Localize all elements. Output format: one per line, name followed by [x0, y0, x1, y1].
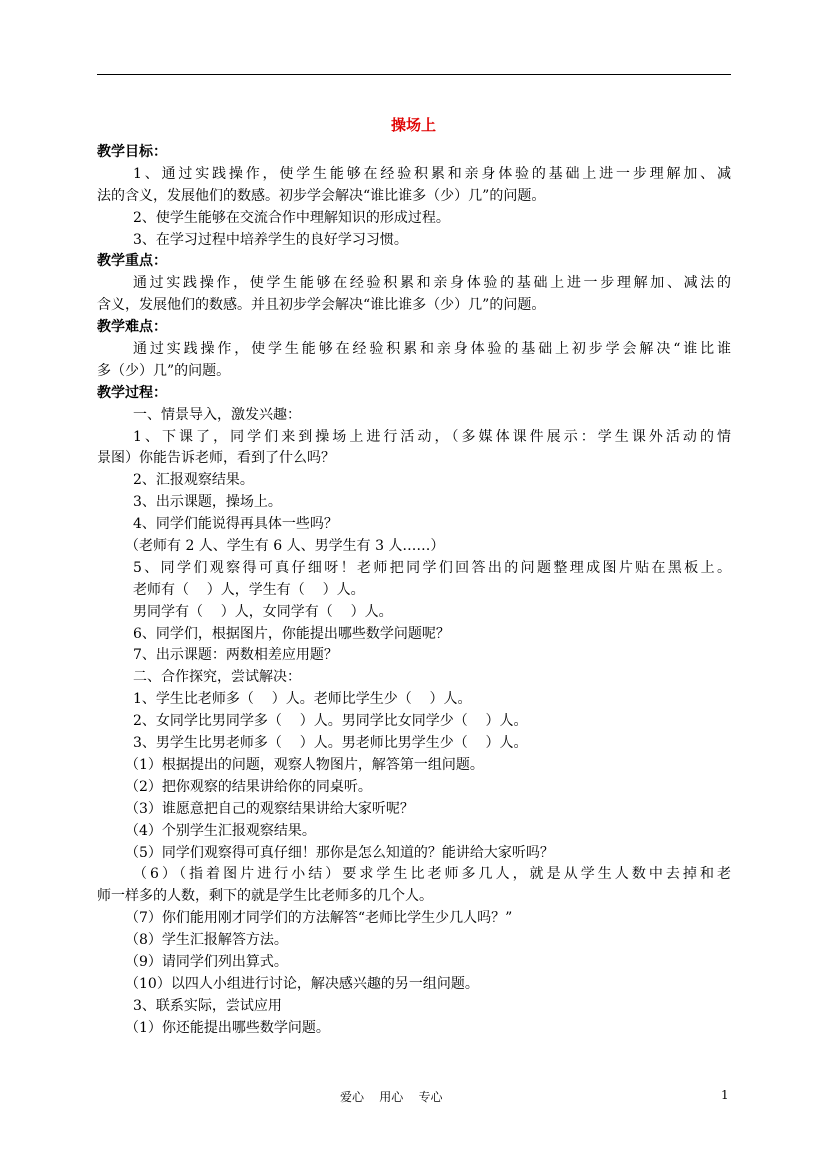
process-line: 3、出示课题，操场上。	[133, 494, 282, 511]
process-line: （2）把你观察的结果讲给你的同桌听。	[125, 778, 372, 795]
key-line-2: 含义，发展他们的数感。并且初步学会解决“谁比谁多（少）几”的问题。	[97, 297, 546, 314]
process-line: 3、男学生比男老师多（ ）人。男老师比男学生少（ ）人。	[133, 735, 528, 752]
key-line-1: 通过实践操作，使学生能够在经验积累和亲身体验的基础上进一步理解加、减法的	[133, 275, 731, 292]
process-line: 1、学生比老师多（ ）人。老师比学生少（ ）人。	[133, 691, 472, 708]
process-line: 7、出示课题：两数相差应用题？	[133, 647, 338, 664]
process-line: 1、下课了，同学们来到操场上进行活动，（多媒体课件展示：学生课外活动的情	[133, 428, 731, 445]
process-line: 2、汇报观察结果。	[133, 472, 254, 489]
process-line: 景图）你能告诉老师，看到了什么吗？	[97, 450, 335, 467]
process-line: 2、女同学比男同学多（ ）人。男同学比女同学少（ ）人。	[133, 713, 528, 730]
difficulty-line-1: 通过实践操作，使学生能够在经验积累和亲身体验的基础上初步学会解决“谁比谁	[133, 341, 731, 358]
process-line: （1）根据提出的问题，观察人物图片，解答第一组问题。	[125, 756, 484, 773]
process-line: 5、同学们观察得可真仔细呀！老师把同学们回答出的问题整理成图片贴在黑板上。	[133, 559, 731, 576]
process-line: （10）以四人小组进行讨论，解决感兴趣的另一组问题。	[125, 975, 479, 992]
heading-process: 教学过程：	[97, 384, 167, 401]
footer-motto: 爱心 用心 专心	[340, 1090, 443, 1104]
process-line: （4）个别学生汇报观察结果。	[125, 822, 316, 839]
process-line: （老师有 2 人、学生有 6 人、男学生有 3 人……）	[125, 538, 445, 555]
goal-2: 2、使学生能够在交流合作中理解知识的形成过程。	[133, 209, 450, 226]
process-line: 师一样多的人数，剩下的就是学生比老师多的几个人。	[97, 888, 433, 905]
page-title: 操场上	[390, 116, 436, 134]
process-line: （7）你们能用刚才同学们的方法解答“老师比学生少几人吗？”	[125, 910, 513, 927]
process-line: （8）学生汇报解答方法。	[125, 932, 288, 949]
process-line: 老师有（ ）人，学生有（ ）人。	[133, 581, 365, 598]
document-body	[97, 142, 731, 1040]
process-line: 一、情景导入，激发兴趣：	[133, 406, 301, 423]
goal-1-line-2: 法的含义，发展他们的数感。初步学会解决“谁比谁多（少）几”的问题。	[97, 187, 546, 204]
header-rule	[97, 74, 731, 75]
goal-3: 3、在学习过程中培养学生的良好学习习惯。	[133, 231, 408, 248]
process-line: （9）请同学们列出算式。	[125, 953, 288, 970]
goal-1-line-1: 1、通过实践操作，使学生能够在经验积累和亲身体验的基础上进一步理解加、减	[133, 165, 731, 182]
heading-difficulty: 教学难点：	[97, 319, 167, 336]
difficulty-line-2: 多（少）几”的问题。	[97, 362, 231, 379]
process-line: （1）你还能提出哪些数学问题。	[125, 1019, 330, 1036]
process-line: 男同学有（ ）人，女同学有（ ）人。	[133, 603, 393, 620]
process-line: 4、同学们能说得再具体一些吗？	[133, 516, 338, 533]
process-line: 二、合作探究，尝试解决：	[133, 669, 301, 686]
process-line: （3）谁愿意把自己的观察结果讲给大家听呢？	[125, 800, 414, 817]
process-line: （6）（指着图片进行小结）要求学生比老师多几人，就是从学生人数中去掉和老	[133, 866, 731, 883]
heading-goals: 教学目标：	[97, 144, 167, 160]
process-line: （5）同学们观察得可真仔细！那你是怎么知道的？能讲给大家听吗？	[125, 844, 554, 861]
process-line: 6、同学们，根据图片，你能提出哪些数学问题呢？	[133, 625, 450, 642]
process-line: 3、联系实际，尝试应用	[133, 997, 282, 1014]
heading-key: 教学重点：	[97, 253, 167, 270]
page-number: 1	[721, 1088, 729, 1102]
